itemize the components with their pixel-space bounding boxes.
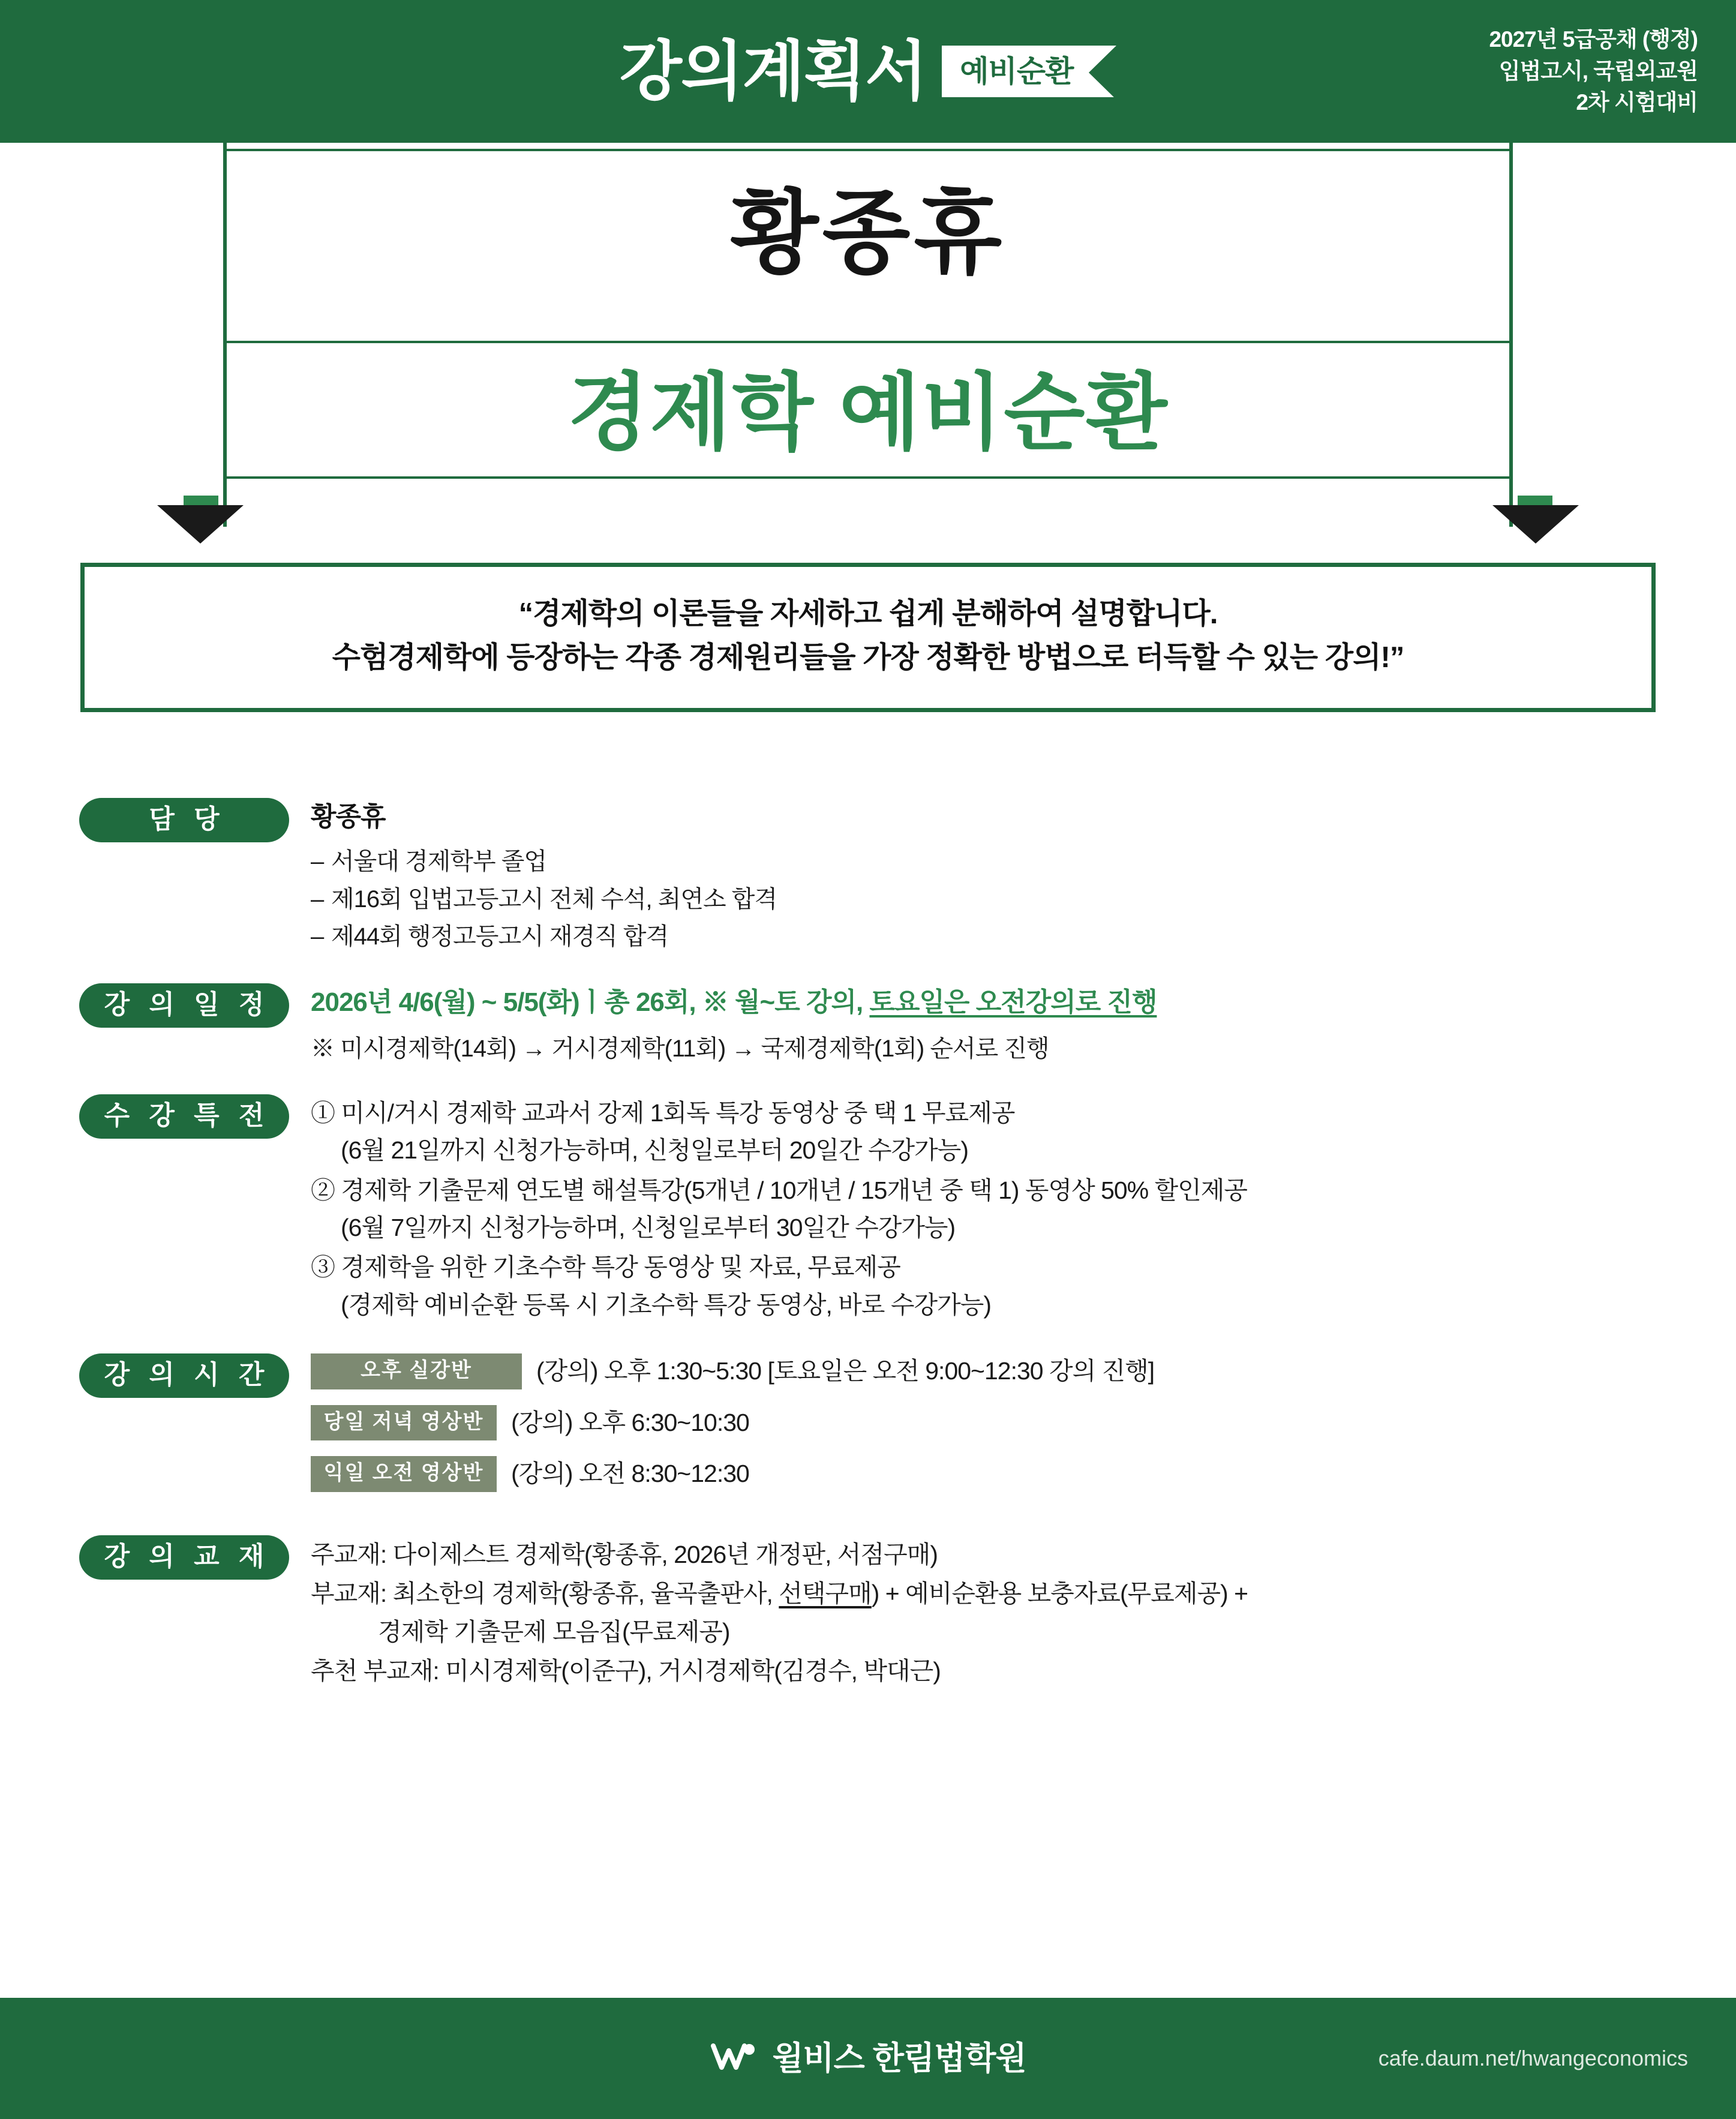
course-name-heading: 경제학 예비순환 (567, 365, 1169, 460)
recommended-textbook-value: 미시경제학(이준구), 거시경제학(김경수, 박대근) (445, 1657, 941, 1685)
willbes-logo-icon (710, 2040, 760, 2077)
sub-textbook-label: 부교재: (311, 1579, 387, 1607)
section-tag-instructor: 담 당 (79, 798, 289, 842)
sign-pin-left (157, 505, 244, 544)
hanging-sign-banner (0, 143, 1736, 539)
section-class-times (0, 1353, 1736, 1508)
class-type-badge: 당일 저녁 영상반 (311, 1405, 497, 1441)
benefit-sub: (경제학 예비순환 등록 시 기초수학 특강 동영상, 바로 수강가능) (341, 1290, 991, 1319)
section-body-class-times (289, 1353, 1736, 1508)
section-body-schedule (289, 983, 1736, 1067)
header-meta-line-2: 입법고시, 국립외교원 (1498, 58, 1698, 83)
benefit-sub: (6월 7일까지 신청가능하며, 신청일로부터 30일간 수강가능) (341, 1213, 956, 1241)
sign-rule-top (223, 149, 1513, 151)
benefit-sub: (6월 21일까지 신청가능하며, 신청일로부터 20일간 수강가능) (341, 1136, 968, 1164)
header-meta-line-3: 2차 시험대비 (1576, 90, 1698, 115)
sign-rule-middle (223, 341, 1513, 343)
brand-lockup (710, 2040, 1026, 2077)
section-schedule (0, 983, 1736, 1067)
recommended-textbook-label: 추천 부교재: (311, 1657, 439, 1685)
section-tag-benefits: 수 강 특 전 (79, 1094, 289, 1139)
benefit-main: ② 경제학 기출문제 연도별 해설특강(5개년 / 10개년 / 15개년 중 택 1) 동영상 50% 할인제공 (311, 1176, 1248, 1204)
list-item: – 제16회 입법고등고시 전체 수석, 최연소 합격 (311, 881, 1682, 918)
sign-pin-right (1492, 505, 1579, 544)
class-time-text: (강의) 오후 1:30~5:30 [토요일은 오전 9:00~12:30 강의 진행] (536, 1357, 1155, 1385)
section-tag-schedule: 강 의 일 정 (79, 983, 289, 1028)
brand-name (772, 2042, 1026, 2075)
section-textbooks (0, 1535, 1736, 1691)
list-item: – 서울대 경제학부 졸업 (311, 843, 1682, 880)
main-textbook-value: 다이제스트 경제학(황종휴, 2026년 개정판, 서점구매) (392, 1540, 938, 1568)
sign-rule-bottom (223, 476, 1513, 479)
schedule-main-line (311, 985, 1682, 1020)
main-textbook-line (311, 1535, 1682, 1574)
class-type-badge: 오후 실강반 (311, 1353, 522, 1389)
table-row (311, 1456, 1682, 1492)
schedule-order-note: ※ 미시경제학(14회) → 거시경제학(11회) → 국제경제학(1회) 순서로 진행 (311, 1035, 1049, 1062)
list-item (311, 1248, 1682, 1323)
quote-line-2: 수험경제학에 등장하는 각종 경제원리들을 가장 정확한 방법으로 터득할 수 있는 강의!” (332, 641, 1404, 674)
list-item: – 제44회 행정고등고시 재경직 합격 (311, 918, 1682, 955)
sub-textbook-value-line2: 경제학 기출문제 모음집(무료제공) (378, 1618, 730, 1646)
benefit-main: ③ 경제학을 위한 기초수학 특강 동영상 및 자료, 무료제공 (311, 1253, 900, 1281)
section-body-benefits (289, 1094, 1736, 1326)
recommended-textbook-line (311, 1652, 1682, 1691)
brand-name-first: 윌비스 (772, 2040, 864, 2076)
section-benefits (0, 1094, 1736, 1326)
instructor-name: 황종휴 (311, 802, 386, 832)
quote-line-1: “경제학의 이론들을 자세하고 쉽게 분해하여 설명합니다. (518, 598, 1218, 630)
instructor-credential-list (311, 843, 1682, 955)
sub-textbook-emphasis: 선택구매 (779, 1579, 872, 1607)
instructor-name-heading: 황종휴 (730, 182, 1006, 284)
list-item (311, 1172, 1682, 1247)
page-header (0, 0, 1736, 143)
main-content (0, 798, 1736, 1718)
sub-textbook-line (311, 1574, 1682, 1652)
quote-box (80, 563, 1656, 712)
header-meta-line-1: 2027년 5급공채 (행정) (1489, 27, 1698, 52)
sub-textbook-value-post: ) + 예비순환용 보충자료(무료제공) + (871, 1579, 1248, 1607)
class-type-badge: 익일 오전 영상반 (311, 1456, 497, 1492)
header-ribbon-badge: 예비순환 (942, 46, 1116, 97)
page-footer (0, 1998, 1736, 2119)
page-title: 강의계획서 (619, 35, 927, 107)
header-exam-meta (1489, 24, 1698, 119)
brand-name-second: 한림법학원 (872, 2040, 1026, 2076)
footer-cafe-url[interactable]: cafe.daum.net/hwangeconomics (1378, 2046, 1688, 2070)
table-row (311, 1353, 1682, 1389)
section-tag-textbooks: 강 의 교 재 (79, 1535, 289, 1580)
section-tag-class-times: 강 의 시 간 (79, 1353, 289, 1398)
class-time-text: (강의) 오전 8:30~12:30 (511, 1460, 749, 1488)
table-row (311, 1405, 1682, 1441)
sub-textbook-value-pre: 최소한의 경제학(황종휴, 율곡출판사, (392, 1579, 779, 1607)
benefit-list (311, 1094, 1682, 1323)
benefit-main: ① 미시/거시 경제학 교과서 강제 1회독 특강 동영상 중 택 1 무료제공 (311, 1098, 1015, 1127)
schedule-main-text: 2026년 4/6(월) ~ 5/5(화)ㅣ총 26회, ※ 월~토 강의, (311, 987, 870, 1017)
section-instructor (0, 798, 1736, 956)
section-body-instructor (289, 798, 1736, 956)
schedule-main-emphasis: 토요일은 오전강의로 진행 (869, 987, 1157, 1017)
list-item (311, 1094, 1682, 1169)
section-body-textbooks (289, 1535, 1736, 1691)
header-title-group (619, 35, 1117, 107)
main-textbook-label: 주교재: (311, 1540, 387, 1568)
class-time-text: (강의) 오후 6:30~10:30 (511, 1408, 749, 1436)
